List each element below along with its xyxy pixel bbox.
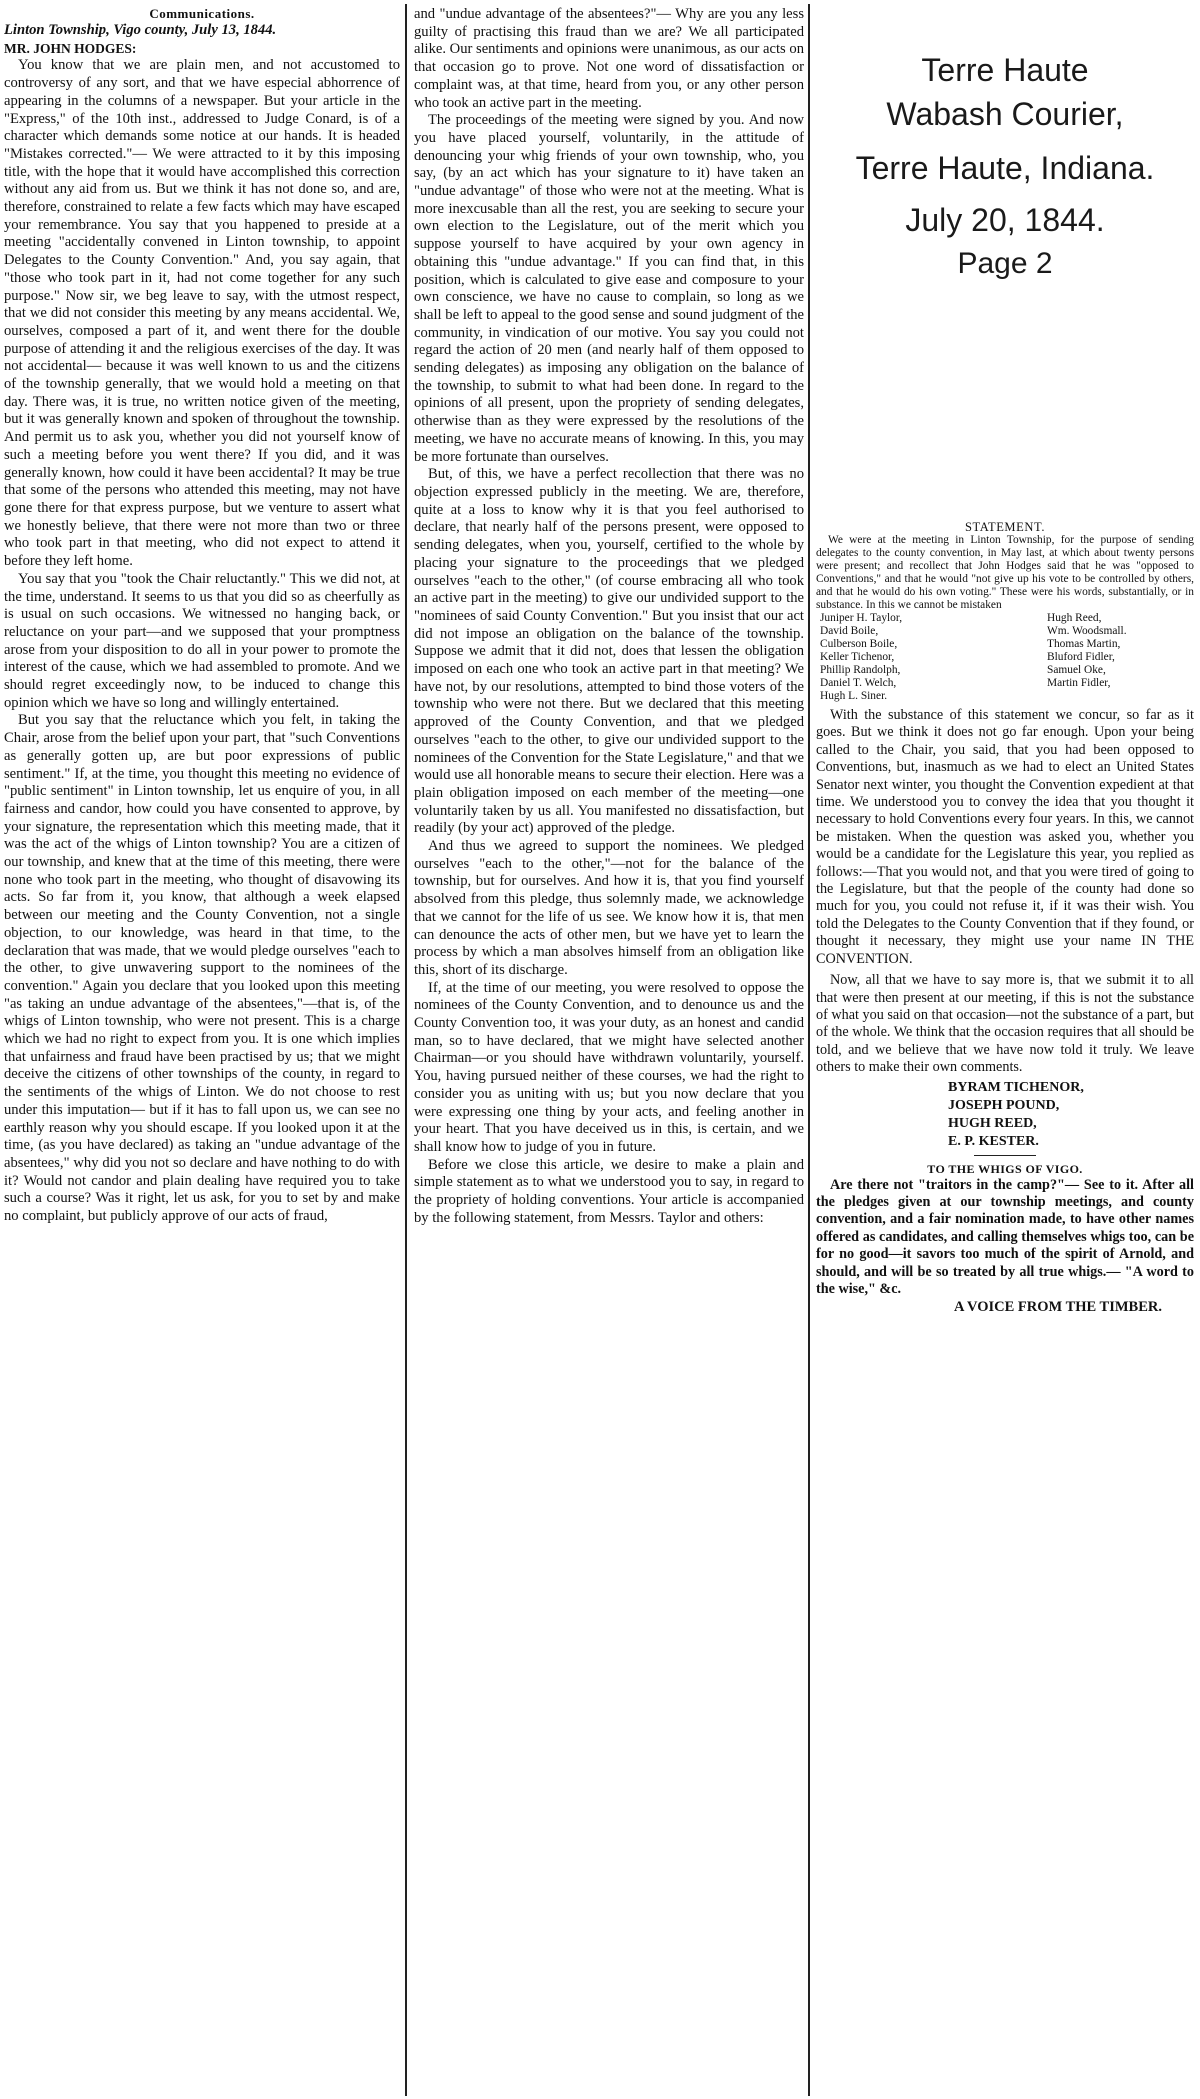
- whigs-text: Are there not "traitors in the camp?"— See to it. After all the pledges given at our township meetings, and county convention, and a fair nomination made, to have other names offered as candidates, and calling themselves whigs too, can be for no good—it savors too much of the spirit of Arnold, and should, and will be so treated by all true whigs.— "A word to the wise," &c.: [816, 1176, 1194, 1297]
- paragraph: And thus we agreed to support the nominees. We pledged ourselves "each to the other,"—not for the balance of the township, but for ourselves. And how it is, that you find yourself absolved from this pledge, thus solemnly made, we acknowledge that we cannot for the life of us see. We know how it is, that men can denounce the acts of other men, but we have yet to learn the process by which a man absolves himself from an obligation like this, short of its discharge.: [414, 838, 804, 978]
- signer-name: Wm. Woodsmall.: [1047, 625, 1127, 637]
- statement-text: We were at the meeting in Linton Township, for the purpose of sending delegates to the county convention, in May last, at which about twenty persons were present; and recollect that John Hodges said that he was "opposed to Conventions," and that he would "not give up his vote to be controlled by others, and that he would do his own voting." These were his words, substantially, or in substance. In this we cannot be mistaken: [816, 534, 1194, 611]
- paragraph: With the substance of this statement we concur, so far as it goes. But we think it does not go far enough. Upon your being called to the Chair, you said, that you had been opposed to Conventions, but, inasmuch as we had to elect an United States Senator next winter, you thought the Convention expedient at that time. We understood you to convey the idea that you thought it necessary to hold Conventions every four years. In this, we cannot be mistaken. When the question was asked you, whether you would be a candidate for the Legislature this year, you replied as follows:—That you would not, and that you were tired of going to the Legislature, but that the people of the county had done so much for you, you could not refuse it, if it was their wish. You told the Delegates to the County Convention that if they found, or thought it necessary, they might use your name IN THE CONVENTION.: [816, 707, 1194, 967]
- whigs-signature: A VOICE FROM THE TIMBER.: [954, 1299, 1162, 1316]
- signer-name: Bluford Fidler,: [1047, 651, 1115, 663]
- signer-name: Thomas Martin,: [1047, 638, 1121, 650]
- article-column-3: [816, 520, 1194, 1316]
- section-heading: Communications.: [149, 6, 255, 21]
- signer-name: Keller Tichenor,: [820, 651, 895, 663]
- article-column-1: [4, 6, 400, 2096]
- signatures: [816, 1079, 1194, 1151]
- section-divider: [974, 1155, 1036, 1156]
- paragraph: You say that you "took the Chair reluctantly." This we did not, at the time, understand. It seems to us that you did so as cheerfully as is usual on such occasions. We witnessed no hanging back, or reluctance on your part—and we supposed that your promptness arose from your disposition to do all in your power to promote the interest of the cause, which we had assembled to promote. And we should regret exceedingly now, to be induced to change this opinion which we have so long and willingly entertained.: [4, 570, 400, 711]
- paragraph: You know that we are plain men, and not accustomed to controversy of any sort, and that we have especial abhorrence of appearing in the columns of a newspaper. But your article in the "Express," of the 10th inst., addressed to Judge Conard, is of a character which demands some notice at our hands. It is headed "Mistakes corrected."— We were attracted to it by this imposing title, with the hope that it would have accomplished this correction without any aid from us. But we think it has not done so, and are, therefore, constrained to relate a few facts which may have escaped your remembrance. You say that you happened to preside at a meeting "accidentally convened in Linton township, to appoint Delegates to the County Convention." And, you say again, that "those who took part in it, had not come together for any such purpose." Now sir, we beg leave to say, with the utmost respect, that we did not consider this meeting by any means accidental. We, ourselves, composed a part of it, and went there for the double purpose of attending it and the religious exercises of the day. It was not accidental— because it was well known to us and the citizens of the township generally, that we would hold a meeting on that day. There was, it is true, no written notice given of the meeting, but it was generally known and spoken of throughout the township. And permit us to ask you, whether you did not yourself know of such a meeting before you went there? If you did, and it was generally known, how could it have been accidental? It may be true that some of the persons who attended this meeting, may not have gone there for that express purpose, but we venture to assert what we honestly believe, that there were not more than two or three who took part in that meeting, who did not expect to attend it before they left home.: [4, 57, 400, 570]
- paragraph: Before we close this article, we desire to make a plain and simple statement as to what we understood you to say, in regard to the propriety of holding conventions. Your article is accompanied by the following statement, from Messrs. Taylor and others:: [414, 1156, 804, 1226]
- citation-paper-line1: Terre Haute: [921, 52, 1089, 88]
- paragraph: But you say that the reluctance which you felt, in taking the Chair, arose from the belief upon your part, that "such Conventions as generally gotten up, are but poor expressions of public sentiment." If, at the time, you thought this meeting no evidence of "public sentiment" in Linton township, let us enquire of you, in all fairness and candor, how could you have consented to approve, by your signature, the representation which this meeting made, that it was the act of the whigs of Linton township? You are a citizen of our township, and knew that at the time of this meeting, there were none who took part in the meeting, who thought of disavowing its acts. So far from it, you know, that although a week elapsed between our meeting and the County Convention, not a single objection, to our knowledge, was heard in that time, to the declaration that was made, that we would pledge ourselves "each to the other, to give unwavering support to the nominees of the convention." Again you declare that you looked upon this meeting "as taking an undue advantage of the absentees,"—that is, of the whigs of Linton township, who were not present. This is a charge which we had no right to expect from you. It is one which implies that unfairness and fraud have been practised by us; that we might deceive the citizens of other townships of the county, in regard to the sentiments of the whigs of Linton. We do not choose to rest under this imputation— but if it has to fall upon us, we can see no earthly reason why you should escape. If you looked upon it at the time, (as you have declared) as taking an "undue advantage of the absentees," why did you not so declare and have nothing to do with it? Would not candor and plain dealing have required you to take such a course? Was it right, let us ask, for you to set by and make no complaint, but publicly approve of our acts of fraud,: [4, 712, 400, 1225]
- signature-name: BYRAM TICHENOR,: [948, 1079, 1084, 1095]
- signer-name: Samuel Oke,: [1047, 664, 1106, 676]
- paragraph: and "undue advantage of the absentees?"— Why are you any less guilty of practising this fraud than we are? We all participated alike. Our sentiments and opinions were unanimous, as our acts on that occasion go to prove. Not one word of dissatisfaction or complaint was, at that time, heard from you, or any other person who took an active part in the meeting.: [414, 6, 804, 111]
- citation-page: Page 2: [957, 247, 1053, 280]
- paragraph: If, at the time of our meeting, you were resolved to oppose the nominees of the County Convention, and to denounce us and the County Convention too, it was your duty, as an honest and candid man, so to have declared, that we might have selected another Chairman—or you should have withdrawn voluntarily, yourself. You, having pursued neither of these courses, we had the right to consider you as uniting with us; but you now declare that you were expressing one thing by your acts, and feeling another in your heart. That you have deceived us in this, is certain, and we shall know how to judge of you in future.: [414, 979, 804, 1155]
- statement-heading: STATEMENT.: [964, 520, 1046, 534]
- dateline: Linton Township, Vigo county, July 13, 1844.: [4, 22, 277, 38]
- signature-name: HUGH REED,: [948, 1115, 1037, 1131]
- citation-paper-line2: Wabash Courier,: [886, 96, 1124, 132]
- signer-name: Hugh Reed,: [1047, 612, 1102, 624]
- statement-signers: [816, 612, 1194, 703]
- signers-left: [820, 612, 1007, 703]
- column-rule-left: [405, 4, 407, 2096]
- paragraph: Now, all that we have to say more is, that we submit it to all that were then present at our meeting, if this is not the substance of what you said on that occasion—not the substance of a part, but of the whole. We think that the occasion requires that all should be told, and we believe that we have now told it truly. We leave others to make their own comments.: [816, 972, 1195, 1076]
- citation-block: [820, 48, 1190, 286]
- signer-name: Juniper H. Taylor,: [820, 612, 903, 624]
- signer-name: Martin Fidler,: [1047, 677, 1111, 689]
- paragraph: The proceedings of the meeting were signed by you. And now you have placed yourself, voluntarily, in the attitude of denouncing your whig friends of your own township, who, you say, (by an act which has your signature to it) have taken an "undue advantage" of those who were not at the meeting. What is more inexcusable than all the rest, you are seeking to secure your own election to the Legislature, out of the merit which you suppose yourself to have acquired by your own agency in obtaining this "undue advantage." If you can find that, in this position, which is calculated to give ease and composure to your own conscience, we have no cause to complain, so long as we shall be left to appeal to the good sense and sound judgment of the community, in vindication of our motive. You say you could not regard the action of 20 men (and nearly half of them opposed to sending delegates) as imposing any obligation on the balance of the township, to submit to what had been done. In regard to the opinions of all present, upon the propriety of sending delegates, otherwise than as they were expressed by the resolutions of the meeting, we have no accurate means of knowing. In this, you may be more fortunate than ourselves.: [414, 112, 804, 465]
- signature-name: JOSEPH POUND,: [948, 1097, 1060, 1113]
- signer-name: Daniel T. Welch,: [820, 677, 897, 689]
- signers-right: [1007, 612, 1194, 703]
- column-rule-right: [808, 4, 810, 2096]
- signer-name: Culberson Boile,: [820, 638, 898, 650]
- signer-name: Phillip Randolph,: [820, 664, 901, 676]
- salutation: MR. JOHN HODGES:: [4, 40, 137, 56]
- signer-name: David Boile,: [820, 625, 879, 637]
- signer-name: Hugh L. Siner.: [820, 690, 888, 702]
- citation-date: July 20, 1844.: [905, 202, 1105, 238]
- signature-name: E. P. KESTER.: [948, 1133, 1039, 1149]
- article-column-2: [414, 6, 804, 2096]
- paragraph: But, of this, we have a perfect recollection that there was no objection expressed publicly in the meeting. We are, therefore, quite at a loss to know why it is that you feel authorised to declare, that nearly half of the persons present, were opposed to sending delegates, when you, yourself, certified to the whole by placing your signature to the proceedings that we pledged ourselves "each to the other," (of course embracing all who took an active part in the meeting) to give our undivided support to the "nominees of said County Convention." But you insist that our act did not impose an obligation on the balance of the township. Suppose we admit that it did not, does that lessen the obligation imposed on each one who took an active part in that meeting? We have not, by our resolutions, attempted to bind those voters of the township who were not there. But we declared that this meeting approved of the County Convention, and that we pledged ourselves "each to the other, to give our undivided support to the nominees of the Convention for the State Legislature," and that we would use all honorable means to secure their election. Here was a plain obligation imposed on each member of the meeting—one voluntarily taken by us all. You manifested no dissatisfaction, but readily (by your act) approved of the pledge.: [414, 466, 804, 837]
- citation-place: Terre Haute, Indiana.: [855, 150, 1155, 186]
- whigs-heading: TO THE WHIGS OF VIGO.: [927, 1161, 1083, 1176]
